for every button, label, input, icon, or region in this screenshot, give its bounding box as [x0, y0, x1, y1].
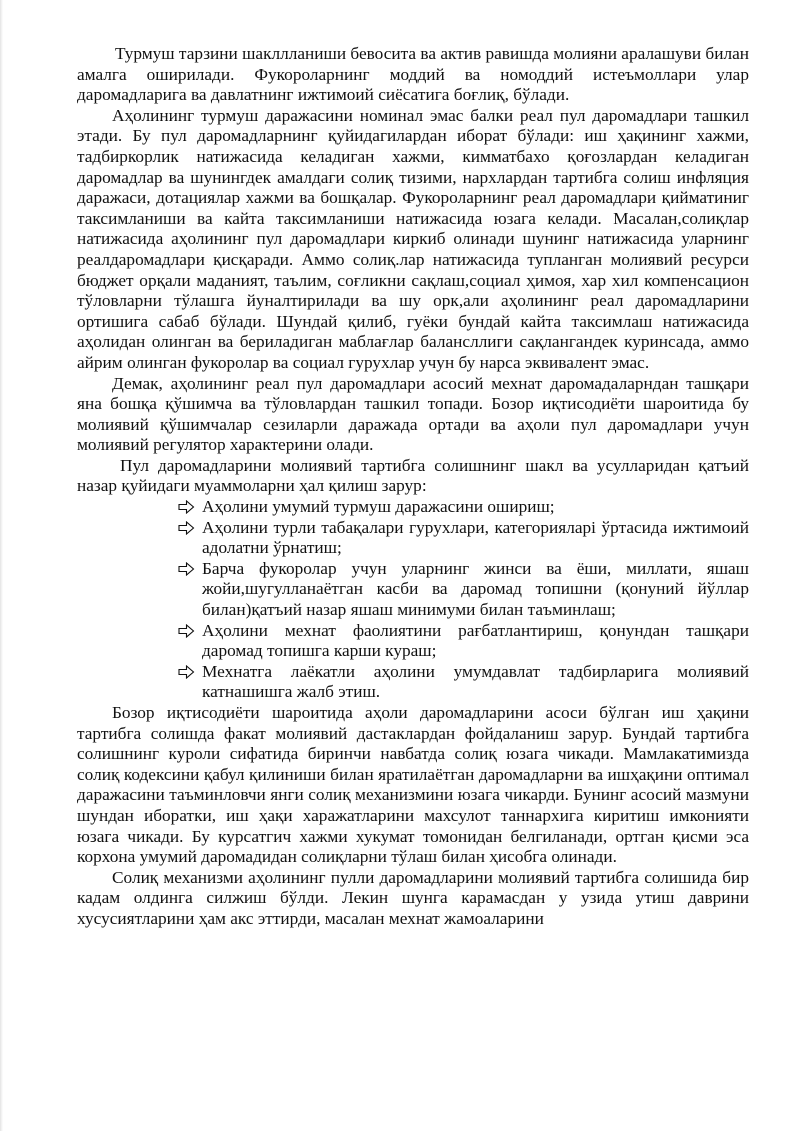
paragraph-real-income: Аҳолининг турмуш даражасини номинал эмас балки реал пул даромадлари ташкил этади. Бу пул даромадларнинг қуйидагилардан иборат бўлади: иш ҳақининг хажми, тадбиркорлик натижасида келадиган хажми, кимматбахо қоғозлардан келадиган даромадлар ва шунингдек амалдаги солиқ тизими, нархлардан тартибга солиш инфляция даражаси, дотациялар хажми ва бошқалар. Фукороларнинг реал даромадлари қийматиниг таксимланиши ва кайта таксимланиши натижасида юзага келади. Масалан,солиқлар натижасида аҳолининг пул даромадлари киркиб олинади шунинг натижасида уларнинг реалдаромадлари қисқаради. Аммо солиқ.лар натижасида тупланган молиявий ресурси бюджет орқали маданият, таълим, соғликни сақлаш,социал ҳимоя, хар хил компенсацион тўловларни тўлашга йуналтирилади ва шу орк,али аҳолининг реал даромадларини ортишига сабаб бўлади. Шундай қилиб, гуёки бундай кайта таксимлаш натижасида аҳолидан олинган ва бериладиган маблағлар балансллиги сақлангандек куринсада, аммо айрим олинган фукоролар ва социал гурухлар учун бу нарса эквивалент эмас.: [77, 105, 749, 372]
list-item-text: Мехнатга лаёкатли аҳолини умумдавлат тадбирларига молиявий катнашишга жалб этиш.: [202, 661, 749, 702]
outlined-right-arrow-icon: [178, 521, 195, 535]
list-item: [178, 621, 749, 662]
list-item-text: Барча фукоролар учун уларнинг жинси ва ёши, миллати, яшаш жойи,шугулланаётган касби ва даромад топишни (қонуний йўллар билан)қатъий назар яшаш минимуми билан таъминлаш;: [202, 558, 749, 620]
page-edge: [0, 0, 3, 1131]
paragraph-additional-payments: Демак, аҳолининг реал пул даромадлари асосий мехнат даромадаларндан ташқари яна бошқа қўшимча ва тўловлардан ташкил топади. Бозор иқтисодиёти шароитида бу молиявий қўшимчалар сезиларли даражада ортади ва аҳоли пул даромадлари учун молиявий регулятор характерини олади.: [77, 373, 749, 455]
outlined-right-arrow-icon: [178, 500, 195, 514]
list-item-text: Аҳолини умумий турмуш даражасини ошириш;: [202, 497, 555, 517]
problems-list: [77, 497, 749, 703]
list-item: [178, 497, 749, 518]
paragraph-tax-regulation: Бозор иқтисодиёти шароитида аҳоли даромадларини асоси бўлган иш ҳақини тартибга солишда факат молиявий дастаклардан фойдаланиш зарур. Бундай тартибга солишнинг куроли сифатида биринчи навбатда солиқ юзага чикади. Мамлакатимизда солиқ кодексини қабул қилиниши билан яратилаётган даромадларни ва ишҳақини оптимал даражасини таъминловчи янги солиқ механизмини юзага чикарди. Бунинг асосий мазмуни шундан иборатки, иш ҳақи харажатларини махсулот таннархига киритиш имконияти юзага чикади. Бу курсатгич хажми хукумат томонидан белгиланади, ортган қисми эса корхона умумий даромадидан солиқларни тўлаш билан ҳисобга олинади.: [77, 703, 749, 867]
paragraph-lifestyle-intro: Турмуш тарзини шакллланиши бевосита ва актив равишда молияни аралашуви билан амалга оширилади. Фукороларнинг моддий ва номоддий истеъмоллари улар даромадларига ва давлатнинг ижтимоий сиёсатига боғлиқ, бўлади.: [77, 44, 749, 105]
paragraph-tax-mechanism: Солиқ механизми аҳолининг пулли даромадларини молиявий тартибга солишида бир кадам олдинга силжиш бўлди. Лекин шунга карамасдан у узида утиш даврини хусусиятларини ҳам акс эттирди, масалан мехнат жамоаларини: [77, 867, 749, 928]
document-page: [77, 44, 749, 930]
paragraph-problems-intro: Пул даромадларини молиявий тартибга солишнинг шакл ва усулларидан қатъий назар қуйидаги муаммоларни ҳал қилиш зарур:: [77, 455, 749, 496]
list-item: [178, 662, 749, 703]
list-item: [178, 559, 749, 621]
outlined-right-arrow-icon: [178, 665, 195, 679]
outlined-right-arrow-icon: [178, 562, 195, 576]
outlined-right-arrow-icon: [178, 624, 195, 638]
list-item: [178, 518, 749, 559]
list-item-text: Аҳолини мехнат фаолиятини рағбатлантириш, қонундан ташқари даромад топишга карши кураш;: [202, 620, 749, 661]
list-item-text: Аҳолини турли табақалари гурухлари, категорияларi ўртасида ижтимоий адолатни ўрнатиш;: [202, 517, 749, 558]
